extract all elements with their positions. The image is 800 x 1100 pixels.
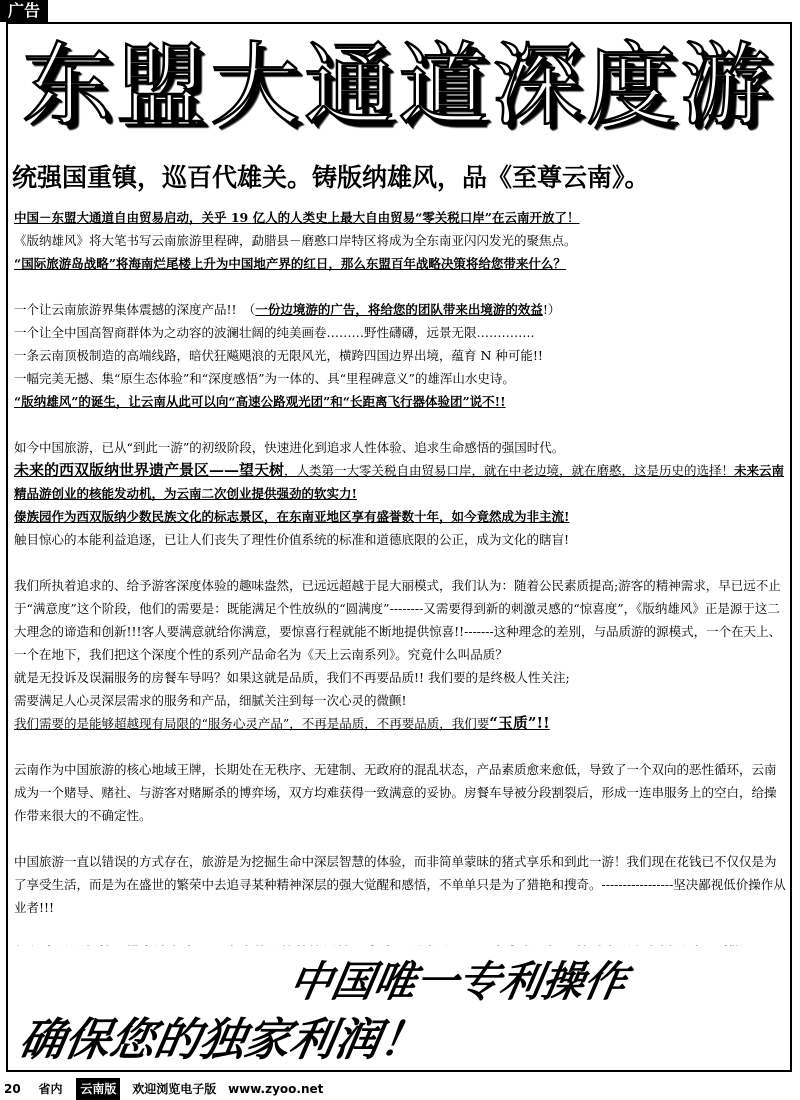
- era-line-2a: 未来的西双版纳世界遗产景区——望天树: [14, 461, 285, 479]
- ad-headline: 东盟大通道深度游: [22, 33, 774, 138]
- page-number: 20: [4, 1082, 21, 1096]
- section-label: 省内: [38, 1082, 63, 1096]
- philosophy-line-1: 我们所执着追求的、给予游客深度体验的趣味盎然，已远远超越于昆大丽模式，我们认为：随着公民素质提高;游客的精神需求，早已远不止于“满意度”这个阶段，他们的需要是：既能满足个性放纵的“圆满度”--------又需要得到新的刺激灵感的“惊喜度”，《版纳雄风》正是源于这二大理念的谛造和创新!!!客人要满意就给你满意，要惊喜行程就能不断地提供惊喜!!-------这种理念的差别，与品质游的源模式，一个在天上、一个在地下，我们把这个深度个性的系列产品命名为《天上云南系列》。究竟什么叫品质？: [14, 578, 782, 662]
- philosophy-line-2: 就是无投诉及误漏服务的房餐车导吗？如果这就是品质，我们不再要品质!! 我们要的是终极人性关注;: [14, 670, 570, 685]
- product-line-1b: 一份边境游的广告，将给您的团队带来出境游的效益: [255, 302, 543, 317]
- product-line-5: “版纳雄风”的诞生，让云南从此可以向“高速公路观光团”和“长距离飞行器体验团”说不!!: [14, 394, 506, 409]
- intro-paragraph: [14, 206, 788, 275]
- era-line-2b: ，人类第一大零关税自由贸易口岸，就在中老边境，就在磨憨，这是历史的选择！: [284, 463, 735, 478]
- intro-line-1: 中国－东盟大通道自由贸易启动，关乎 19 亿人的人类史上最大自由贸易“零关税口岸”在云南开放了！: [14, 210, 580, 225]
- website-link[interactable]: www.zyoo.net: [228, 1082, 324, 1096]
- intro-line-2: 《版纳雄风》将大笔书写云南旅游里程碑，勐腊县－磨憨口岸特区将成为全东南亚闪闪发光的聚焦点。: [14, 233, 577, 248]
- era-line-4: 触目惊心的本能利益追逐，已让人们丧失了理性价值系统的标准和道德底限的公正，成为文化的瞎盲!: [14, 532, 570, 547]
- mission-paragraph: 中国旅游一直以错误的方式存在，旅游是为挖掘生命中深层智慧的体验，而非简单蒙昧的猪式享乐和到此一游！我们现在花钱已不仅仅是为了享受生活，而是为在盛世的繁荣中去追寻某种精神深层的强大觉醒和感悟，不单单只是为了猎艳和搜奇。-----------------坚决鄙视低价操作从业者!!!: [14, 854, 786, 915]
- edition-badge: 云南版: [76, 1078, 120, 1100]
- product-line-2: 一个让全中国高智商群体为之动容的波澜壮阔的纯美画卷………野性礴礴，远景无限…………..: [14, 325, 535, 340]
- era-line-3: 傣族园作为西双版纳少数民族文化的标志景区，在东南亚地区享有盛誉数十年，如今竟然成为非主流!: [14, 509, 570, 524]
- page-footer: [0, 1078, 800, 1100]
- philosophy-line-4b: “玉质”!!: [489, 714, 550, 732]
- footer-note: 欢迎浏览电子版: [132, 1082, 217, 1096]
- problem-paragraph: 云南作为中国旅游的核心地域王牌，长期处在无秩序、无建制、无政府的混乱状态，产品素质愈来愈低，导致了一个双向的恶性循环，云南成为一个赌导、赌社、与游客对赌厮杀的博弈场，双方均难获得一致满意的妥协。房餐车导被分段割裂后，形成一连串服务上的空白，给操作带来很大的不确定性。: [14, 762, 777, 823]
- slogan-profit: 确保您的独家利润！: [15, 1013, 430, 1066]
- itinerary-paragraph: [14, 942, 788, 946]
- product-line-3: 一条云南顶极制造的高端线路，暗伏狂飚飓浪的无限风光，横跨四国边界出境，蕴育 N 种可能!!: [14, 348, 543, 363]
- ad-tag: 广告: [0, 0, 48, 22]
- ad-body: [14, 206, 788, 946]
- philosophy-paragraph: [14, 574, 788, 735]
- era-paragraph: [14, 436, 788, 551]
- philosophy-line-4a: 我们需要的是能够超越现有局限的“服务心灵产品”，不再是品质，不再要品质，我们要: [14, 716, 490, 731]
- era-line-1: 如今中国旅游，已从“到此一游”的初级阶段，快速进化到追求人性体验、追求生命感悟的强国时代。: [14, 440, 565, 455]
- product-line-1c: !）: [542, 302, 561, 317]
- product-line-1a: 一个让云南旅游界集体震撼的深度产品!! （: [14, 302, 256, 317]
- ad-subheadline: 统强国重镇，巡百代雄关。铸版纳雄风，品《至尊云南》。: [12, 163, 650, 192]
- philosophy-line-3: 需要满足人心灵深层需求的服务和产品，细腻关注到每一次心灵的微颤!: [14, 693, 407, 708]
- era-line-2c: 未来云南精品游创业的核能发动机，为云南二次创业提供强劲的软实力!: [14, 463, 785, 501]
- product-paragraph: [14, 298, 788, 413]
- product-line-4: 一幅完美无撼、集“原生态体验”和“深度感悟”为一体的、具“里程碑意义”的雄浑山水史诗。: [14, 371, 515, 386]
- intro-line-3: “国际旅游岛战略”将海南烂尾楼上升为中国地产界的红日，那么东盟百年战略决策将给您带来什么？: [14, 256, 566, 271]
- slogan-patent: 中国唯一专利操作: [285, 957, 631, 1006]
